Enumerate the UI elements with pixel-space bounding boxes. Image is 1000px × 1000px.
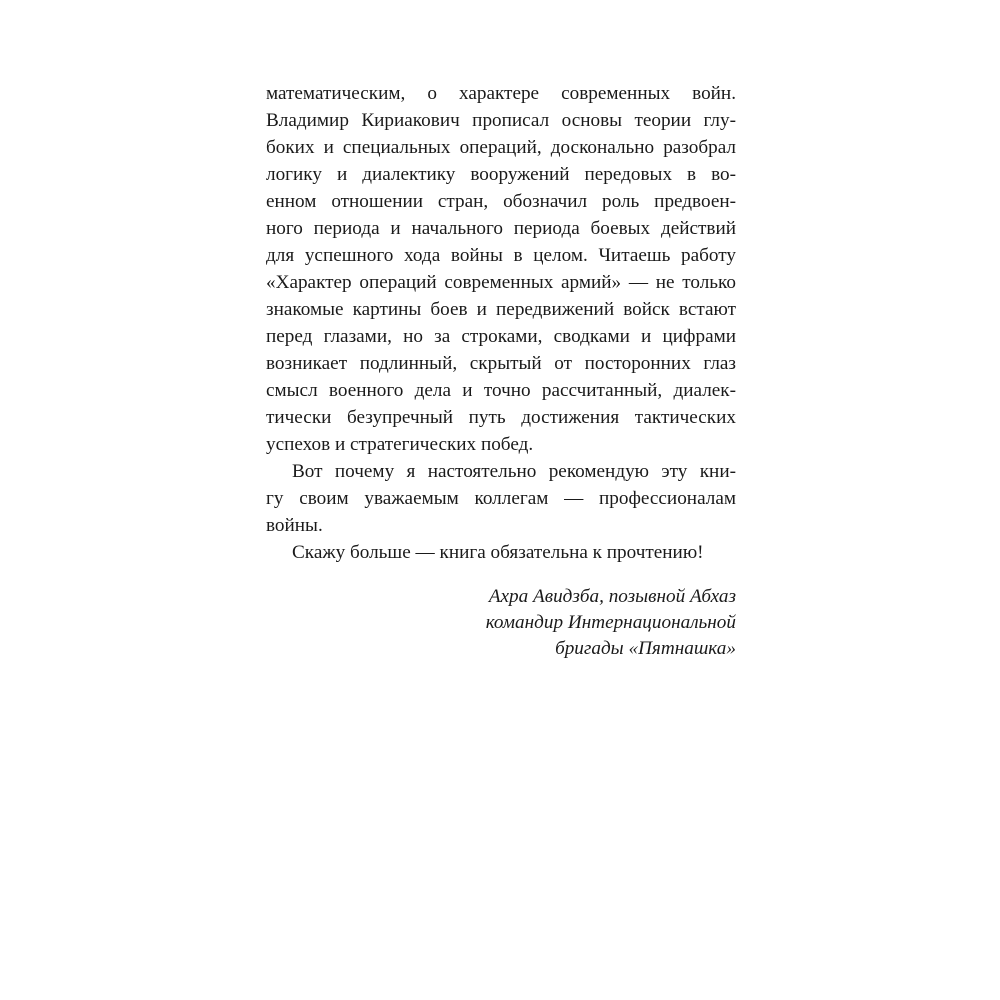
text-line: Вот почему я настоятельно рекомендую эту кни- [292, 461, 736, 482]
text-line: возникает подлинный, скрытый от посторонних глаз [266, 353, 736, 374]
body-text [266, 80, 736, 662]
text-line: логику и диалектику вооружений передовых в во- [266, 164, 736, 185]
text-line: Скажу больше — книга обязательна к прочтению! [292, 542, 704, 563]
text-line: Владимир Кириакович прописал основы теории глу- [266, 110, 736, 131]
paragraph-2 [266, 458, 736, 539]
text-line: перед глазами, но за строками, сводками и цифрами [266, 326, 736, 347]
paragraph-3 [266, 539, 736, 566]
text-line: боких и специальных операций, досконально разобрал [266, 137, 736, 158]
paragraph-1 [266, 80, 736, 458]
text-line: для успешного хода войны в целом. Читаешь работу [266, 245, 736, 266]
author-signature [266, 584, 736, 662]
text-line: успехов и стратегических побед. [266, 434, 534, 455]
text-line: ного периода и начального периода боевых действий [266, 218, 736, 239]
text-line: смысл военного дела и точно рассчитанный, диалек- [266, 380, 736, 401]
signature-line: командир Интернациональной [485, 612, 736, 633]
text-line: тически безупречный путь достижения тактических [266, 407, 736, 428]
text-line: войны. [266, 515, 323, 536]
text-line: енном отношении стран, обозначил роль предвоен- [266, 191, 736, 212]
text-line: «Характер операций современных армий» — не только [266, 272, 736, 293]
text-line: математическим, о характере современных войн. [266, 83, 736, 104]
text-line: знакомые картины боев и передвижений войск встают [266, 299, 736, 320]
text-line: гу своим уважаемым коллегам — профессионалам [266, 488, 736, 509]
signature-line: Ахра Авидзба, позывной Абхаз [488, 586, 736, 607]
signature-line: бригады «Пятнашка» [555, 638, 736, 659]
